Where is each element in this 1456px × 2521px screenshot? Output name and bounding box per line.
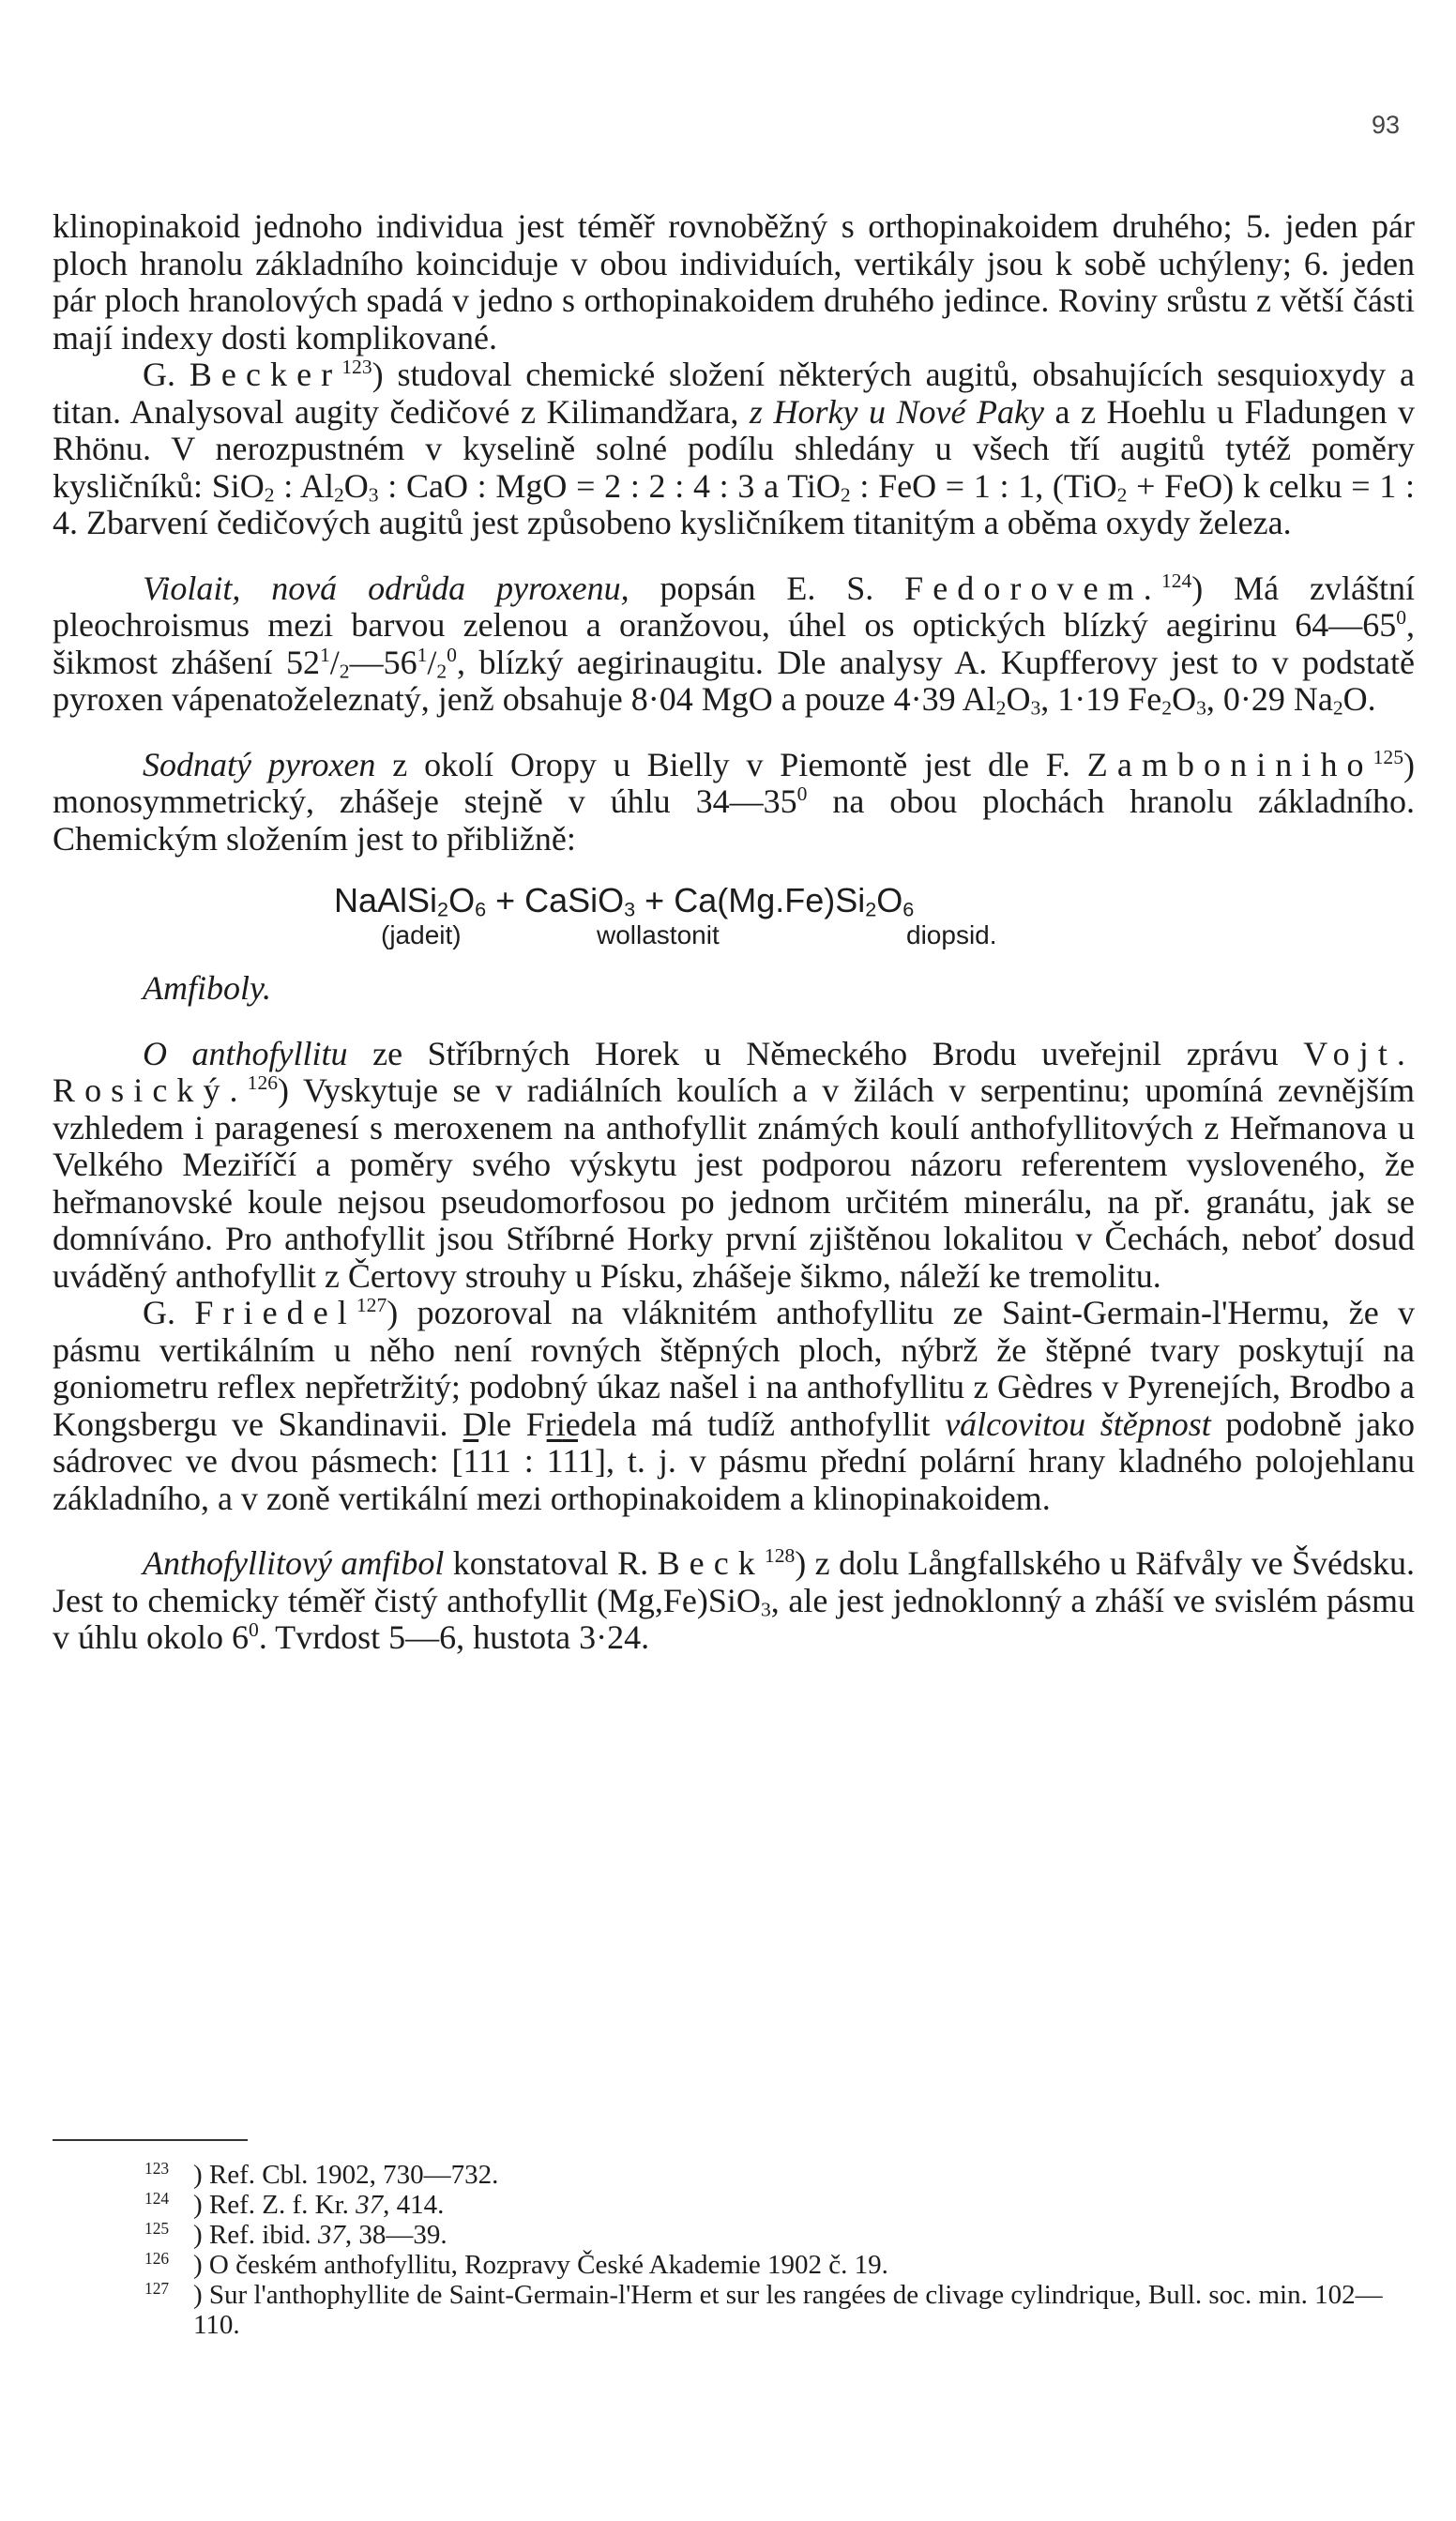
paragraph-sodnaty: Sodnatý pyroxen z okolí Oropy u Bielly v Piemontě jest dle F. Zamboniniho$^{125}$) monosymmetrický, zhášeje stejně v úhlu $34—35^0$ na obou plochách hranolu základního. Chemickým složením jest to přibližně: — [53, 745, 1416, 858]
footnote-ref[interactable]: 124 — [1160, 569, 1192, 592]
footnote: $^{124}$ ) Ref. Z. f. Kr. 37, 414. — [144, 2188, 445, 2220]
footnote: $^{127}$ ) Sur l'anthophyllite de Saint-Germain-l'Herm et sur les rangées de clivage cylindrique, Bull. soc. min. 102—110. — [144, 2278, 1383, 2340]
page-number: 93 — [1371, 111, 1400, 139]
formula-label: (jadeit) — [381, 920, 462, 949]
footnote-ref[interactable]: 125 — [1373, 745, 1404, 768]
footnote: $^{123}$ ) Ref. Cbl. 1902, 730—732. — [144, 2158, 499, 2190]
footnote: $^{125}$ ) Ref. ibid. 37, 38—39. — [144, 2218, 447, 2250]
paragraph-1: klinopinakoid jednoho individua jest téměř rovnoběžný s orthopinakoidem druhého; 5. jeden pár ploch hranolu základního koinciduje v obou individuích, vertikály jsou k sobě uchýleny; 6. jeden pár ploch hranolových spadá v jedno s orthopinakoidem druhého jedince. Roviny srůstu z větší části mají indexy dosti komplikované. — [53, 207, 1415, 357]
author-name: Fedorovem. — [904, 569, 1161, 607]
footnotes — [53, 2160, 1415, 2340]
author-name: Vojt. Rosický. — [53, 1034, 1415, 1109]
footnote-ref[interactable]: 127 — [356, 1294, 387, 1317]
formula-label: wollastonit — [597, 920, 720, 949]
footnote-ref[interactable]: 123 — [341, 356, 372, 379]
formula-labels — [53, 921, 1415, 949]
footnote-ref[interactable]: 128 — [764, 1544, 796, 1568]
paragraph-amfibol: Anthofyllitový amfibol konstatoval R. Beck$^{128}$) z dolu Långfallského u Räfvåly ve Švédsku. Jest to chemicky téměř čistý anthofyllit (Mg,Fe)SiO$_3$, ale jest jednoklonný a zháší ve svislém pásmu v úhlu okolo $6^0$. Tvrdost 5—6, hustota 3·24. — [53, 1544, 1416, 1656]
author-name: Becker — [189, 356, 342, 393]
main-text — [53, 208, 1415, 1657]
author-name: Zamboniniho — [1086, 745, 1373, 783]
footnote-ref[interactable]: 126 — [247, 1071, 279, 1095]
formula-label: diopsid. — [906, 920, 997, 949]
section-heading: Amfiboly. — [143, 969, 271, 1007]
footnote-divider — [53, 2139, 248, 2141]
paragraph-violait: Violait, nová odrůda pyroxenu, popsán E. S. Fedorovem.$^{124}$) Má zvláštní pleochroismus mezi barvou zelenou a oranžovou, úhel os optických blízký aegirinu $64—65^0$, šikmost zhášení $52^1/_2—56^1/_2^0$, blízký aegirinaugitu. Dle analysy A. Kupfferovy jest to v podstatě pyroxen vápenatoželeznatý, jenž obsahuje 8·04 MgO a pouze 4·39 $Al_2O_3$, 1·19 $Fe_2O_3$, 0·29 $Na_2O$. — [53, 569, 1415, 720]
footnote: $^{126}$ ) O českém anthofyllitu, Rozpravy České Akademie 1902 č. 19. — [144, 2248, 888, 2280]
paragraph-becker: G. Becker$^{123}$) studoval chemické složení některých augitů, obsahujících sesquioxydy a titan. Analysoval augity čedičové z Kilimandžara, z Horky u Nové Paky a z Hoehlu u Fladungen v Rhönu. V nerozpustném v kyselině solné podílu shledány u všech tří augitů tytéž poměry kysličníků: SiO$_2$ : $Al_2O_3$ : CaO : MgO = 2 : 2 : 4 : 3 a TiO$_2$ : FeO = 1 : 1, (TiO$_2$ + FeO) k celku = 1 : 4. Zbarvení čedičových augitů jest způsobeno kysličníkem titanitým a oběma oxydy železa. — [53, 356, 1415, 541]
author-name: Friedel — [194, 1294, 356, 1331]
paragraph-anthofyllit: O anthofyllitu ze Stříbrných Horek u Německého Brodu uveřejnil zprávu Vojt. Rosický.$^{126}$) Vyskytuje se v radiálních koulích a v žilách v serpentinu; upomíná zevnějším vzhledem i paragenesí s meroxenem na anthofyllit známých koulí anthofyllitových z Heřmanova u Velkého Meziříčí a poměry svého výskytu jest podporou názoru referentem vysloveného, že heřmanovské koule nejsou pseudomorfosou po jednom určitém minerálu, na př. granátu, jak se domníváno. Pro anthofyllit jsou Stříbrné Horky první zjištěnou lokalitou v Čechách, neboť dosud uváděný anthofyllit z Čertovy strouhy u Písku, zhášeje šikmo, náleží ke tremolitu. — [53, 1034, 1415, 1295]
paragraph-friedel: G. Friedel$^{127}$) pozoroval na vláknitém anthofyllitu ze Saint-Germain-l'Hermu, že v pásmu vertikálním u něho není rovných štěpných ploch, nýbrž že štěpné tvary poskytují na goniometru reflex nepřetržitý; podobný úkaz našel i na anthofyllitu z Gèdres v Pyrenejích, Brodbo a Kongsbergu ve Skandinavii. Dle Friedela má tudíž anthofyllit válcovitou štěpnost podobně jako sádrovec ve dvou pásmech: [111 : 111], t. j. v pásmu přední polární hrany kladného polojehlanu základního, a v zoně vertikální mezi orthopinakoidem a klinopinakoidem. — [53, 1294, 1416, 1517]
chemical-formula: $NaAlSi_2O_6$ + CaSiO$_3$ + $Ca(Mg.Fe)Si_2O_6$ — [334, 881, 915, 921]
author-name: Beck — [657, 1544, 765, 1582]
